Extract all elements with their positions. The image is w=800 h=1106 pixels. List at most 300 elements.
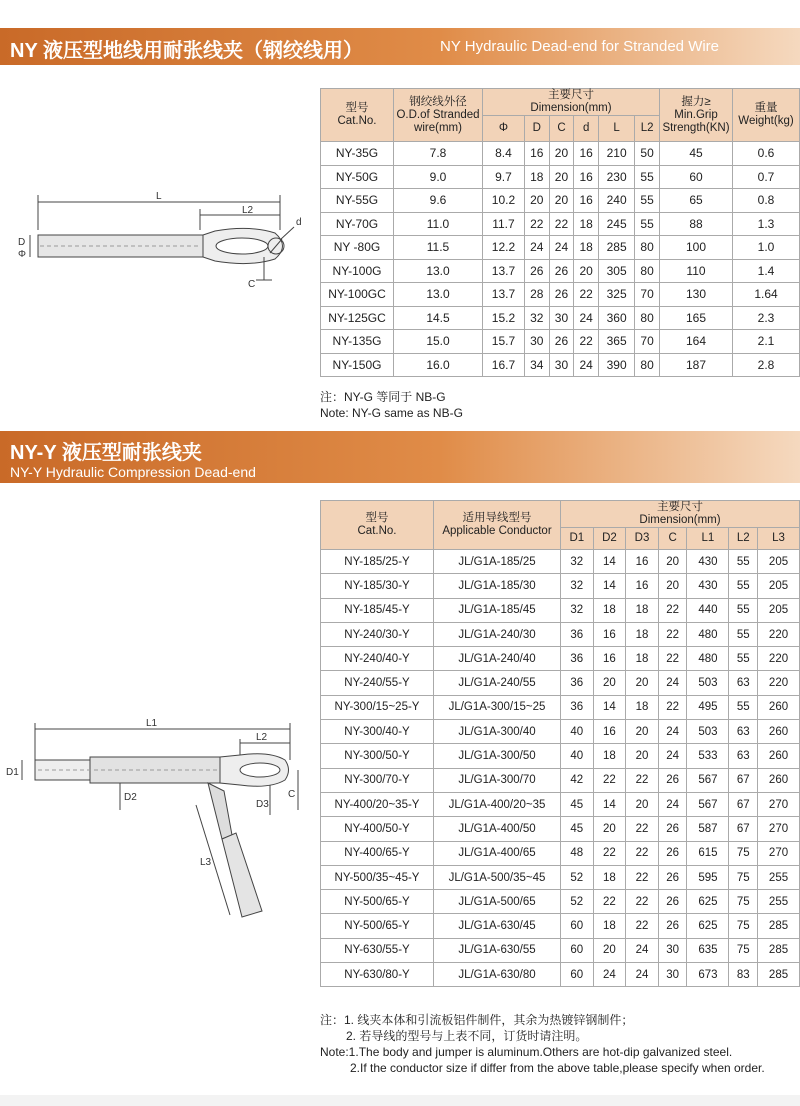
spec-table-stranded-wire <box>320 88 800 377</box>
table-cell: 20 <box>574 259 599 283</box>
header-dimension: 主要尺寸 Dimension(mm) <box>561 501 800 528</box>
table-row <box>321 914 800 938</box>
table-cell: 260 <box>758 720 800 744</box>
table-cell: 24 <box>658 671 687 695</box>
table-cell: 80 <box>635 236 660 260</box>
table-cell: JL/G1A-240/55 <box>434 671 561 695</box>
table-row <box>321 792 800 816</box>
table-cell: 20 <box>658 574 687 598</box>
table-cell: 8.4 <box>483 142 525 166</box>
table-cell: 67 <box>729 768 758 792</box>
table-cell: 16.7 <box>483 353 525 377</box>
table-cell: 22 <box>549 212 574 236</box>
table-cell: 0.7 <box>733 165 800 189</box>
table-cell: 55 <box>729 574 758 598</box>
table-cell: 220 <box>758 647 800 671</box>
table-row <box>321 890 800 914</box>
table-cell: 36 <box>561 671 594 695</box>
table-cell: JL/G1A-630/80 <box>434 963 561 987</box>
table-cell: 16 <box>574 142 599 166</box>
table-cell: 16 <box>626 550 659 574</box>
table-cell: NY-300/15~25-Y <box>321 695 434 719</box>
table-cell: 24 <box>574 353 599 377</box>
table-cell: 615 <box>687 841 729 865</box>
table-cell: 625 <box>687 890 729 914</box>
table-cell: 165 <box>660 306 733 330</box>
table-cell: NY-135G <box>321 330 394 354</box>
table-cell: 16 <box>593 647 626 671</box>
table-cell: 26 <box>658 914 687 938</box>
table-cell: 26 <box>658 817 687 841</box>
table-cell: 285 <box>758 938 800 962</box>
table-cell: 22 <box>626 768 659 792</box>
table-cell: NY-400/50-Y <box>321 817 434 841</box>
table-cell: 22 <box>658 622 687 646</box>
table-cell: 205 <box>758 550 800 574</box>
table-cell: 55 <box>729 622 758 646</box>
table-cell: 16 <box>524 142 549 166</box>
table-cell: 30 <box>524 330 549 354</box>
table-cell: 13.7 <box>483 283 525 307</box>
subheader-L2: L2 <box>729 528 758 550</box>
table-row <box>321 622 800 646</box>
table-cell: 20 <box>549 142 574 166</box>
table-cell: 45 <box>561 817 594 841</box>
subheader-D3: D3 <box>626 528 659 550</box>
table-cell: 52 <box>561 865 594 889</box>
table-cell: 83 <box>729 963 758 987</box>
table-cell: 80 <box>635 306 660 330</box>
table-row <box>321 768 800 792</box>
table-cell: 22 <box>593 768 626 792</box>
table-cell: 240 <box>599 189 635 213</box>
table-cell: JL/G1A-185/45 <box>434 598 561 622</box>
table-cell: 16 <box>574 165 599 189</box>
section2-banner <box>0 431 800 483</box>
table-cell: 22 <box>626 890 659 914</box>
header-grip: 握力≥ Min.Grip Strength(KN) <box>660 89 733 142</box>
section1-note: 注：NY-G 等同于 NB-G Note: NY-G same as NB-G <box>320 390 463 420</box>
table-cell: 20 <box>549 165 574 189</box>
table-cell: 30 <box>658 963 687 987</box>
table-cell: NY-400/65-Y <box>321 841 434 865</box>
subheader-D: D <box>524 116 549 142</box>
table-cell: 34 <box>524 353 549 377</box>
table-cell: 220 <box>758 671 800 695</box>
table-cell: 14 <box>593 550 626 574</box>
table-row <box>321 695 800 719</box>
table-cell: 20 <box>593 938 626 962</box>
table-cell: 14.5 <box>394 306 483 330</box>
table-cell: 26 <box>549 283 574 307</box>
table-cell: 24 <box>658 792 687 816</box>
table-cell: 55 <box>729 598 758 622</box>
table-cell: JL/G1A-500/65 <box>434 890 561 914</box>
table-cell: 67 <box>729 792 758 816</box>
fig2-label-D3: D3 <box>256 799 269 810</box>
table-row <box>321 671 800 695</box>
fig1-label-C: C <box>248 279 256 290</box>
table-cell: NY-630/80-Y <box>321 963 434 987</box>
table-cell: 45 <box>561 792 594 816</box>
table-cell: 390 <box>599 353 635 377</box>
table-cell: 75 <box>729 865 758 889</box>
subheader-D1: D1 <box>561 528 594 550</box>
table-cell: 20 <box>626 792 659 816</box>
table-cell: 22 <box>574 283 599 307</box>
table-cell: 26 <box>658 841 687 865</box>
table-cell: 20 <box>549 189 574 213</box>
table-row <box>321 865 800 889</box>
table-cell: 22 <box>658 598 687 622</box>
subheader-phi: Φ <box>483 116 525 142</box>
table-cell: 13.0 <box>394 283 483 307</box>
section1-title-en: NY Hydraulic Dead-end for Stranded Wire <box>440 38 720 55</box>
dead-end-drawing-2 <box>0 715 310 925</box>
table-cell: 28 <box>524 283 549 307</box>
table-cell: 11.7 <box>483 212 525 236</box>
subheader-L1: L1 <box>687 528 729 550</box>
table-cell: 22 <box>593 841 626 865</box>
fig1-label-D: D <box>18 237 26 248</box>
table-cell: JL/G1A-240/40 <box>434 647 561 671</box>
header-model: 型号 Cat.No. <box>321 89 394 142</box>
table-cell: 14 <box>593 574 626 598</box>
table-cell: 24 <box>626 938 659 962</box>
table-cell: 63 <box>729 720 758 744</box>
table-cell: 22 <box>524 212 549 236</box>
table-cell: 20 <box>593 817 626 841</box>
subheader-D2: D2 <box>593 528 626 550</box>
table-cell: 24 <box>549 236 574 260</box>
table-cell: 36 <box>561 647 594 671</box>
table-cell: 2.1 <box>733 330 800 354</box>
table-cell: 48 <box>561 841 594 865</box>
table-cell: 55 <box>729 647 758 671</box>
table-cell: NY-500/65-Y <box>321 890 434 914</box>
table-row <box>321 189 800 213</box>
table-cell: 32 <box>561 598 594 622</box>
table-cell: 16 <box>593 622 626 646</box>
section1-title-cn: NY 液压型地线用耐张线夹（钢绞线用） <box>10 40 363 62</box>
section1-banner <box>0 28 800 65</box>
table-cell: 270 <box>758 841 800 865</box>
table-cell: NY-185/25-Y <box>321 550 434 574</box>
table-row <box>321 283 800 307</box>
table-cell: 164 <box>660 330 733 354</box>
table-cell: 20 <box>524 189 549 213</box>
table-cell: 365 <box>599 330 635 354</box>
table-cell: 55 <box>729 695 758 719</box>
fig2-label-L1: L1 <box>146 718 158 729</box>
table-cell: NY-300/40-Y <box>321 720 434 744</box>
table-cell: NY-70G <box>321 212 394 236</box>
table-cell: 210 <box>599 142 635 166</box>
table-row <box>321 165 800 189</box>
table-cell: 480 <box>687 622 729 646</box>
table-cell: NY-50G <box>321 165 394 189</box>
footer-strip <box>0 1095 800 1106</box>
subheader-L: L <box>599 116 635 142</box>
table-cell: 52 <box>561 890 594 914</box>
table-cell: 60 <box>660 165 733 189</box>
table-cell: 18 <box>574 236 599 260</box>
table-cell: 24 <box>593 963 626 987</box>
table-cell: 32 <box>524 306 549 330</box>
table-cell: 26 <box>524 259 549 283</box>
table-cell: 70 <box>635 283 660 307</box>
header-dimension: 主要尺寸 Dimension(mm) <box>483 89 660 116</box>
table-cell: 60 <box>561 963 594 987</box>
table-cell: 15.7 <box>483 330 525 354</box>
table-cell: NY-300/50-Y <box>321 744 434 768</box>
table-cell: 255 <box>758 890 800 914</box>
table-cell: 20 <box>626 720 659 744</box>
table-cell: 80 <box>635 353 660 377</box>
table-cell: JL/G1A-400/20~35 <box>434 792 561 816</box>
table-cell: 625 <box>687 914 729 938</box>
table-cell: 16 <box>593 720 626 744</box>
table-cell: 0.8 <box>733 189 800 213</box>
table-row <box>321 744 800 768</box>
table-cell: JL/G1A-185/30 <box>434 574 561 598</box>
section2-title-cn: NY-Y 液压型耐张线夹 <box>10 442 202 464</box>
table-cell: 230 <box>599 165 635 189</box>
table-cell: 22 <box>658 647 687 671</box>
table-row <box>321 142 800 166</box>
table-row <box>321 817 800 841</box>
table-cell: 24 <box>658 744 687 768</box>
table-cell: 110 <box>660 259 733 283</box>
table-cell: 285 <box>758 963 800 987</box>
table-cell: 9.7 <box>483 165 525 189</box>
table-cell: NY-35G <box>321 142 394 166</box>
table-cell: 26 <box>549 259 574 283</box>
table-cell: JL/G1A-185/25 <box>434 550 561 574</box>
table-cell: 1.3 <box>733 212 800 236</box>
header-model: 型号 Cat.No. <box>321 501 434 550</box>
table-cell: 55 <box>729 550 758 574</box>
table-cell: 1.4 <box>733 259 800 283</box>
table-cell: 503 <box>687 671 729 695</box>
table-row <box>321 938 800 962</box>
table-cell: 260 <box>758 744 800 768</box>
fig1-label-d: d <box>296 217 302 228</box>
table-cell: 13.0 <box>394 259 483 283</box>
table-cell: 205 <box>758 574 800 598</box>
table-cell: 16.0 <box>394 353 483 377</box>
table-cell: NY-500/35~45-Y <box>321 865 434 889</box>
table-cell: JL/G1A-630/45 <box>434 914 561 938</box>
fig2-label-D1: D1 <box>6 767 19 778</box>
table-cell: 22 <box>626 914 659 938</box>
table-cell: NY-240/55-Y <box>321 671 434 695</box>
table-row <box>321 841 800 865</box>
table-row <box>321 236 800 260</box>
table-cell: 30 <box>549 306 574 330</box>
table-cell: JL/G1A-500/35~45 <box>434 865 561 889</box>
table-cell: 18 <box>574 212 599 236</box>
table-cell: JL/G1A-300/15~25 <box>434 695 561 719</box>
table-cell: 22 <box>626 817 659 841</box>
table-cell: 75 <box>729 938 758 962</box>
table-cell: 36 <box>561 622 594 646</box>
table-cell: 567 <box>687 792 729 816</box>
subheader-d: d <box>574 116 599 142</box>
table-cell: 495 <box>687 695 729 719</box>
table-cell: NY-100GC <box>321 283 394 307</box>
table-cell: 60 <box>561 938 594 962</box>
subheader-L2: L2 <box>635 116 660 142</box>
table-cell: 40 <box>561 720 594 744</box>
table-cell: NY -80G <box>321 236 394 260</box>
header-conductor: 适用导线型号 Applicable Conductor <box>434 501 561 550</box>
table-cell: 100 <box>660 236 733 260</box>
table-cell: 255 <box>758 865 800 889</box>
table-cell: 63 <box>729 744 758 768</box>
table-cell: 1.64 <box>733 283 800 307</box>
table-cell: 18 <box>626 647 659 671</box>
table-cell: NY-400/20~35-Y <box>321 792 434 816</box>
table-cell: 20 <box>658 550 687 574</box>
subheader-C: C <box>658 528 687 550</box>
table-cell: 88 <box>660 212 733 236</box>
table-cell: 22 <box>593 890 626 914</box>
dead-end-drawing-1 <box>10 185 310 295</box>
table-cell: 30 <box>549 353 574 377</box>
section2-title-en: NY-Y Hydraulic Compression Dead-end <box>10 464 256 480</box>
table-cell: JL/G1A-240/30 <box>434 622 561 646</box>
table-cell: 67 <box>729 817 758 841</box>
table-cell: 55 <box>635 212 660 236</box>
table-cell: 30 <box>658 938 687 962</box>
fig2-label-L3: L3 <box>200 857 212 868</box>
table-cell: 11.0 <box>394 212 483 236</box>
table-cell: 18 <box>626 622 659 646</box>
table-cell: 40 <box>561 744 594 768</box>
table-cell: 18 <box>626 598 659 622</box>
table-cell: JL/G1A-400/50 <box>434 817 561 841</box>
table-cell: 16 <box>626 574 659 598</box>
table-cell: 45 <box>660 142 733 166</box>
table-cell: 15.2 <box>483 306 525 330</box>
table-cell: 22 <box>658 695 687 719</box>
table-cell: 503 <box>687 720 729 744</box>
table-cell: 32 <box>561 574 594 598</box>
table-cell: NY-240/30-Y <box>321 622 434 646</box>
table-row <box>321 353 800 377</box>
table-cell: JL/G1A-300/40 <box>434 720 561 744</box>
table-cell: NY-240/40-Y <box>321 647 434 671</box>
table-cell: 480 <box>687 647 729 671</box>
table-cell: 260 <box>758 768 800 792</box>
table-cell: 55 <box>635 189 660 213</box>
table-cell: 26 <box>658 768 687 792</box>
table-cell: 220 <box>758 622 800 646</box>
table-cell: 16 <box>574 189 599 213</box>
table-cell: 24 <box>574 306 599 330</box>
table-cell: 9.6 <box>394 189 483 213</box>
table-cell: 22 <box>574 330 599 354</box>
table-cell: 325 <box>599 283 635 307</box>
header-od: 钢绞线外径 O.D.of Stranded wire(mm) <box>394 89 483 142</box>
table-cell: 187 <box>660 353 733 377</box>
table-row <box>321 647 800 671</box>
table-cell: 7.8 <box>394 142 483 166</box>
subheader-C: C <box>549 116 574 142</box>
table-cell: 20 <box>626 671 659 695</box>
table-cell: 270 <box>758 792 800 816</box>
table-cell: NY-55G <box>321 189 394 213</box>
table-cell: 595 <box>687 865 729 889</box>
table-cell: 205 <box>758 598 800 622</box>
table-cell: 305 <box>599 259 635 283</box>
table-cell: 24 <box>524 236 549 260</box>
table-cell: 2.8 <box>733 353 800 377</box>
table-cell: 285 <box>758 914 800 938</box>
table-cell: 360 <box>599 306 635 330</box>
table-row <box>321 306 800 330</box>
table-cell: 2.3 <box>733 306 800 330</box>
table-cell: 15.0 <box>394 330 483 354</box>
table-row <box>321 550 800 574</box>
table-cell: 635 <box>687 938 729 962</box>
table-cell: JL/G1A-630/55 <box>434 938 561 962</box>
table-cell: 587 <box>687 817 729 841</box>
table-row <box>321 574 800 598</box>
table-cell: 22 <box>626 841 659 865</box>
fig1-label-L2: L2 <box>242 205 254 216</box>
table-cell: 22 <box>626 865 659 889</box>
table-cell: 36 <box>561 695 594 719</box>
table-row <box>321 598 800 622</box>
table-cell: 20 <box>593 671 626 695</box>
table-cell: 430 <box>687 574 729 598</box>
table-cell: 1.0 <box>733 236 800 260</box>
table-cell: 18 <box>524 165 549 189</box>
table-cell: NY-100G <box>321 259 394 283</box>
table-cell: 63 <box>729 671 758 695</box>
fig2-label-C: C <box>288 789 296 800</box>
table-cell: 42 <box>561 768 594 792</box>
table-cell: 26 <box>658 890 687 914</box>
table-cell: 75 <box>729 914 758 938</box>
table-cell: 533 <box>687 744 729 768</box>
table-cell: 18 <box>593 914 626 938</box>
table-cell: 75 <box>729 841 758 865</box>
table-cell: 55 <box>635 165 660 189</box>
table-cell: 10.2 <box>483 189 525 213</box>
table-cell: 80 <box>635 259 660 283</box>
table-cell: 285 <box>599 236 635 260</box>
table-row <box>321 259 800 283</box>
table-cell: 60 <box>561 914 594 938</box>
table-cell: 24 <box>658 720 687 744</box>
table-cell: NY-185/45-Y <box>321 598 434 622</box>
fig2-label-D2: D2 <box>124 792 137 803</box>
fig1-label-L: L <box>156 191 162 202</box>
table-row <box>321 330 800 354</box>
table-cell: JL/G1A-300/50 <box>434 744 561 768</box>
table-cell: 18 <box>593 744 626 768</box>
table-cell: 14 <box>593 792 626 816</box>
fig2-label-L2: L2 <box>256 732 268 743</box>
table-cell: 260 <box>758 695 800 719</box>
table-row <box>321 963 800 987</box>
table-cell: 20 <box>626 744 659 768</box>
table-cell: 18 <box>593 598 626 622</box>
table-cell: NY-300/70-Y <box>321 768 434 792</box>
